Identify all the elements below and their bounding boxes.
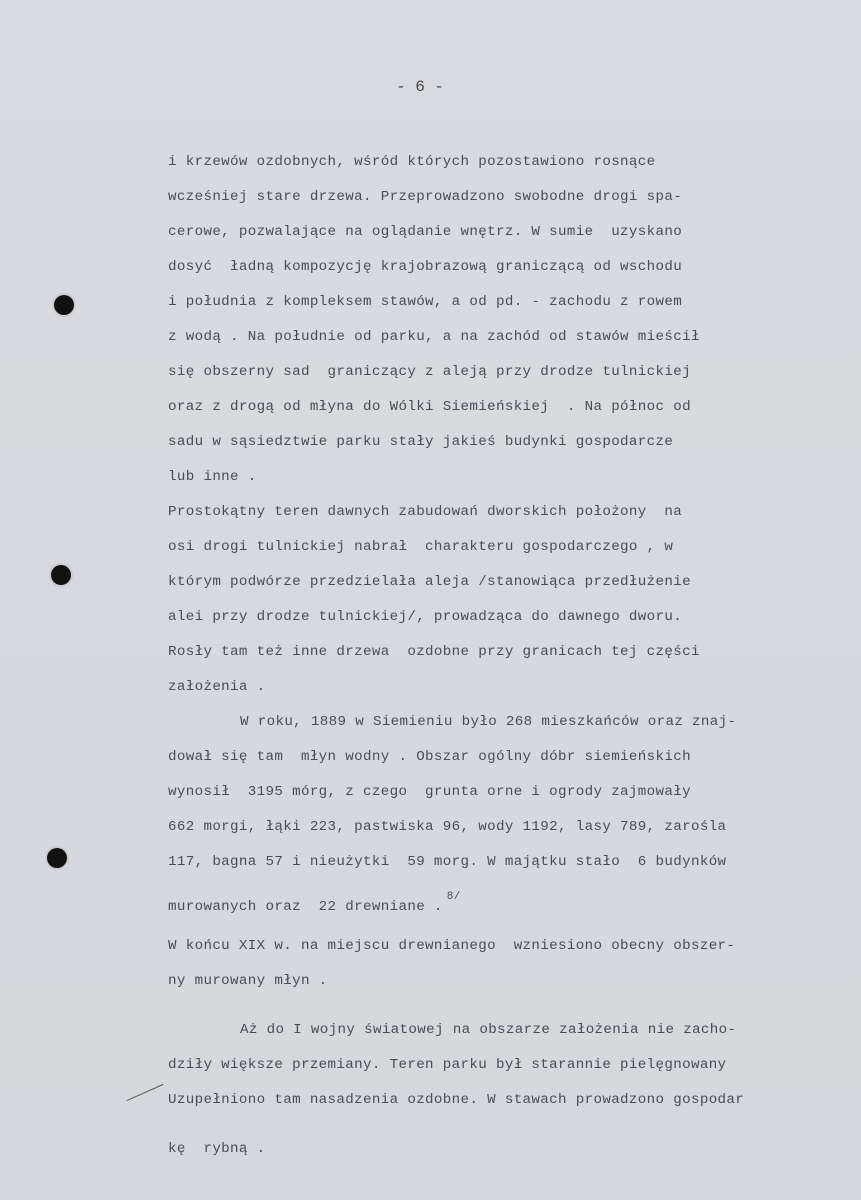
text-line: kę rybną . (168, 1141, 266, 1157)
text-line: z wodą . Na południe od parku, a na zachód od stawów mieścił (168, 329, 700, 345)
punch-hole-bottom (47, 848, 67, 868)
text-line: wynosił 3195 mórg, z czego grunta orne i ogrody zajmowały (168, 784, 691, 800)
text-line: Prostokątny teren dawnych zabudowań dworskich położony na (168, 504, 683, 520)
text-line-with-footnote (168, 880, 836, 915)
page-number: - 6 - (395, 78, 444, 96)
text-line: oraz z drogą od młyna do Wólki Siemieńskiej . Na północ od (168, 399, 691, 415)
paragraph (168, 929, 836, 999)
text-line: 662 morgi, łąki 223, pastwiska 96, wody 1192, lasy 789, zarośla (168, 819, 727, 835)
text-line: alei przy drodze tulnickiej/, prowadząca do dawnego dworu. (168, 609, 683, 625)
text-line: ny murowany młyn . (168, 973, 328, 989)
text-line: osi drogi tulnickiej nabrał charakteru gospodarczego , w (168, 539, 674, 555)
text-line: lub inne . (168, 469, 257, 485)
text-line: i krzewów ozdobnych, wśród których pozostawiono rosnące (168, 154, 656, 170)
text-line: założenia . (168, 679, 266, 695)
paragraph (168, 145, 836, 495)
text-line: Aż do I wojny światowej na obszarze założenia nie zacho- (240, 1022, 737, 1038)
text-line: W roku, 1889 w Siemieniu było 268 mieszkańców oraz znaj- (240, 714, 737, 730)
footnote-ref: 8/ (446, 891, 461, 903)
text-line: się obszerny sad graniczący z aleją przy drodze tulnickiej (168, 364, 691, 380)
text-line: Rosły tam też inne drzewa ozdobne przy granicach tej części (168, 644, 700, 660)
text-line: dziły większe przemiany. Teren parku był starannie pielęgnowany (168, 1057, 727, 1073)
text-line: Uzupełniono tam nasadzenia ozdobne. W stawach prowadzono gospodar (168, 1092, 745, 1108)
text-line: cerowe, pozwalające na oglądanie wnętrz. W sumie uzyskano (168, 224, 683, 240)
text-line: dował się tam młyn wodny . Obszar ogólny dóbr siemieńskich (168, 749, 691, 765)
paragraph (168, 495, 836, 705)
text-line: sadu w sąsiedztwie parku stały jakieś budynki gospodarcze (168, 434, 674, 450)
punch-hole-middle (51, 565, 71, 585)
paragraph (168, 1013, 836, 1167)
text-line: wcześniej stare drzewa. Przeprowadzono swobodne drogi spa- (168, 189, 683, 205)
paragraph (168, 705, 836, 915)
text-line: W końcu XIX w. na miejscu drewnianego wzniesiono obecny obszer- (168, 938, 736, 954)
typed-text (168, 145, 836, 1167)
text-line: murowanych oraz 22 drewniane . (168, 899, 443, 915)
text-line: którym podwórze przedzielała aleja /stanowiąca przedłużenie (168, 574, 691, 590)
punch-hole-top (54, 295, 74, 315)
text-line: i południa z kompleksem stawów, a od pd. - zachodu z rowem (168, 294, 683, 310)
text-line: dosyć ładną kompozycję krajobrazową graniczącą od wschodu (168, 259, 683, 275)
pencil-mark (127, 1084, 164, 1101)
text-line: 117, bagna 57 i nieużytki 59 morg. W majątku stało 6 budynków (168, 854, 727, 870)
